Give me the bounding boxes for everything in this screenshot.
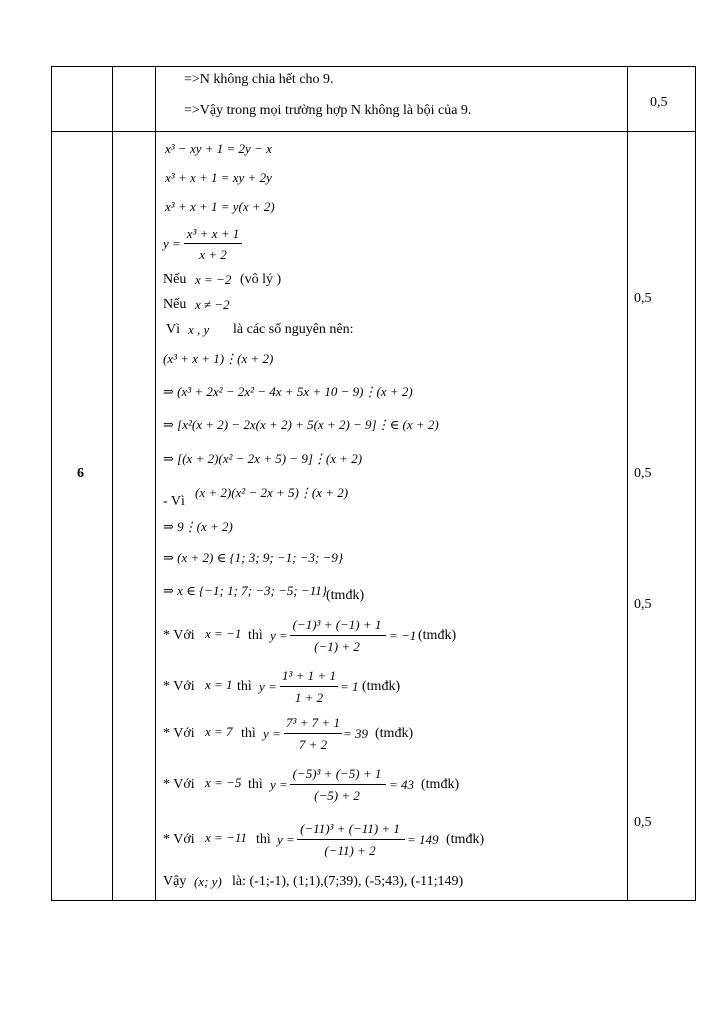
- case-label: * Với: [163, 726, 195, 741]
- col-border-5: [695, 66, 696, 901]
- case-label: * Với: [163, 628, 195, 643]
- case-note: (tmđk): [418, 628, 457, 643]
- case-thi: thì: [248, 628, 263, 643]
- case-result: = 39: [343, 726, 369, 741]
- col-border-3: [155, 66, 156, 901]
- divisibility-line-6: ⇒ (x + 2) ∈ {1; 3; 9; −1; −3; −9}: [163, 550, 344, 565]
- case-x: x = 7: [205, 724, 233, 739]
- neu-1-label: Nếu: [163, 272, 187, 287]
- case-thi: thì: [248, 777, 263, 792]
- case-thi: thì: [256, 832, 271, 847]
- neu-2-expr: x ≠ −2: [195, 297, 230, 312]
- vi-2-label: - Vì: [163, 494, 185, 509]
- divisibility-line-1: (x³ + x + 1)⋮(x + 2): [163, 351, 274, 366]
- case-numerator: 1³ + 1 + 1: [282, 668, 336, 683]
- case-lhs: y =: [263, 726, 281, 741]
- case-denominator: (−11) + 2: [324, 843, 376, 858]
- conclusion-pair: (x; y): [194, 874, 222, 889]
- case-lhs: y =: [270, 628, 288, 643]
- vi-text: Vì: [166, 322, 180, 337]
- case-numerator: (−1)³ + (−1) + 1: [292, 617, 382, 632]
- table-top-border: [51, 66, 696, 67]
- fraction-bar: [184, 243, 242, 244]
- divisibility-line-3: ⇒ [x²(x + 2) − 2x(x + 2) + 5(x + 2) − 9]⋮∈ (x + 2): [163, 417, 439, 432]
- col-border-2: [112, 66, 113, 901]
- table-bottom-border: [51, 900, 696, 901]
- case-fraction-bar: [284, 733, 342, 734]
- conclusion-rest: là: (-1;-1), (1;1),(7;39), (-5;43), (-11;149): [232, 874, 464, 889]
- divisibility-line-2: ⇒ (x³ + 2x² − 2x² − 4x + 5x + 10 − 9)⋮(x + 2): [163, 384, 413, 399]
- vi-2-expr: (x + 2)(x² − 2x + 5)⋮(x + 2): [195, 485, 349, 500]
- divisibility-line-7-note: (tmđk): [326, 588, 365, 603]
- case-result: = 149: [407, 832, 439, 847]
- case-result: = 1: [340, 679, 359, 694]
- case-fraction-bar: [297, 839, 405, 840]
- case-x: x = 1: [205, 677, 233, 692]
- case-lhs: y =: [270, 777, 288, 792]
- case-thi: thì: [237, 679, 252, 694]
- equation-line-1: x³ − xy + 1 = 2y − x: [165, 141, 272, 156]
- case-denominator: (−1) + 2: [314, 639, 360, 654]
- case-note: (tmđk): [375, 726, 414, 741]
- case-x: x = −5: [205, 775, 242, 790]
- case-fraction-bar: [280, 686, 338, 687]
- top-line-2: =>Vậy trong mọi trường hợp N không là bội của 9.: [184, 103, 472, 118]
- case-note: (tmđk): [446, 832, 485, 847]
- case-lhs: y =: [259, 679, 277, 694]
- case-denominator: 1 + 2: [294, 690, 324, 705]
- vi-vars: x , y: [188, 322, 210, 337]
- case-fraction-bar: [290, 635, 386, 636]
- neu-2-label: Nếu: [163, 297, 187, 312]
- neu-1-expr: x = −2: [195, 272, 232, 287]
- case-note: (tmđk): [362, 679, 401, 694]
- top-line-1: =>N không chia hết cho 9.: [184, 72, 334, 87]
- neu-1-note: (vô lý ): [240, 272, 282, 287]
- case-note: (tmđk): [421, 777, 460, 792]
- score-4: 0,5: [634, 815, 652, 830]
- col-border-4: [627, 66, 628, 901]
- case-numerator: (−11)³ + (−11) + 1: [300, 821, 400, 836]
- divisibility-line-5: ⇒ 9⋮(x + 2): [163, 519, 233, 534]
- case-label: * Với: [163, 777, 195, 792]
- case-label: * Với: [163, 832, 195, 847]
- score-3: 0,5: [634, 597, 652, 612]
- score-1: 0,5: [634, 291, 652, 306]
- case-numerator: 7³ + 7 + 1: [286, 715, 340, 730]
- question-number: 6: [77, 466, 84, 481]
- case-x: x = −11: [205, 830, 247, 845]
- equation-line-4-denominator: x + 2: [199, 247, 227, 262]
- divisibility-line-7: ⇒ x ∈ {−1; 1; 7; −3; −5; −11}: [163, 583, 327, 598]
- equation-line-4-numerator: x³ + x + 1: [186, 226, 240, 241]
- score-2: 0,5: [634, 466, 652, 481]
- equation-line-3: x³ + x + 1 = y(x + 2): [165, 199, 275, 214]
- case-denominator: (−5) + 2: [314, 788, 360, 803]
- divisibility-line-4: ⇒ [(x + 2)(x² − 2x + 5) − 9]⋮(x + 2): [163, 451, 363, 466]
- equation-line-4-lhs: y =: [163, 236, 181, 251]
- case-numerator: (−5)³ + (−5) + 1: [292, 766, 382, 781]
- case-result: = −1: [389, 628, 417, 643]
- case-fraction-bar: [290, 784, 386, 785]
- case-x: x = −1: [205, 626, 242, 641]
- case-lhs: y =: [277, 832, 295, 847]
- equation-line-2: x³ + x + 1 = xy + 2y: [165, 170, 272, 185]
- vi-rest: là các số nguyên nên:: [233, 322, 354, 337]
- top-score: 0,5: [650, 95, 668, 110]
- conclusion-label: Vậy: [163, 874, 187, 889]
- case-thi: thì: [241, 726, 256, 741]
- case-label: * Với: [163, 679, 195, 694]
- col-border-1: [51, 66, 52, 901]
- case-result: = 43: [389, 777, 415, 792]
- row-divider: [51, 131, 696, 132]
- case-denominator: 7 + 2: [298, 737, 328, 752]
